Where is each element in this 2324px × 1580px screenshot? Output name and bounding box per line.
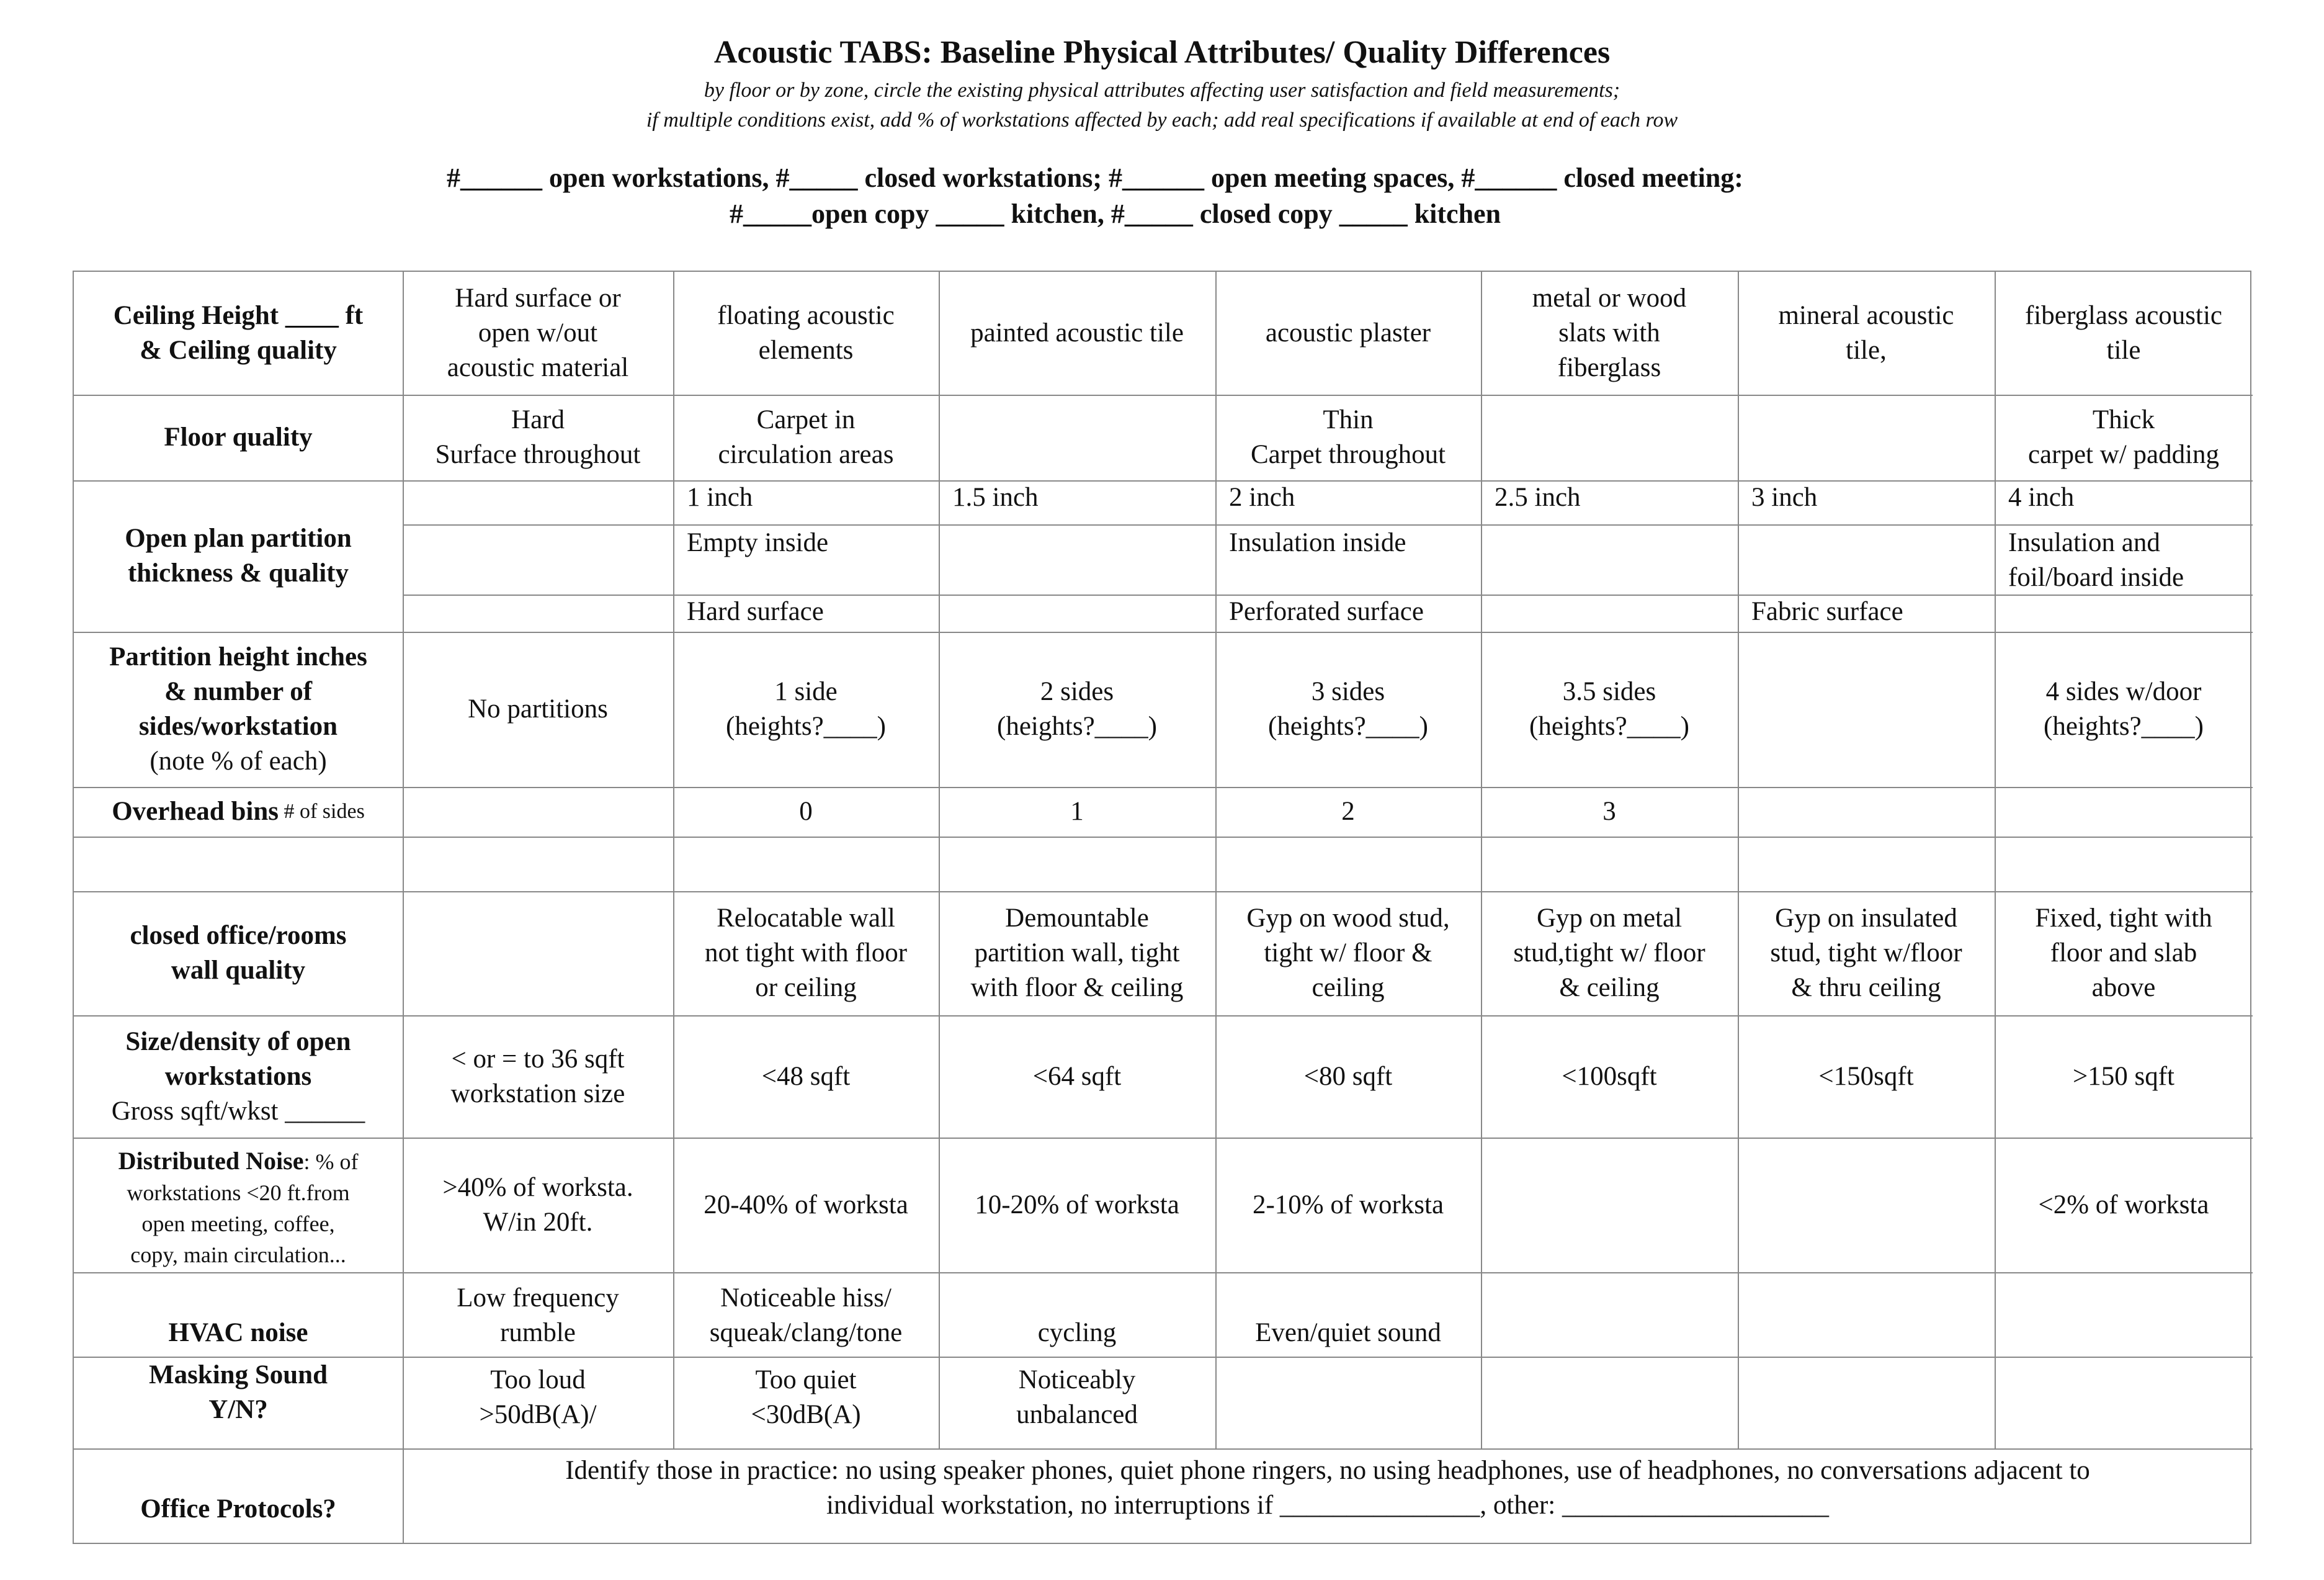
- ceiling-option-1: Hard surface or open w/out acoustic material: [447, 284, 629, 382]
- partition-height-option-6: [1738, 632, 1995, 787]
- row-label-overhead-bins-main: Overhead bins: [112, 797, 279, 826]
- attributes-table: [73, 271, 2251, 1544]
- partition-height-option-1: No partitions: [468, 694, 608, 724]
- ceiling-option-4: acoustic plaster: [1265, 318, 1431, 348]
- space-counts-line-2: #_____open copy _____ kitchen, #_____ closed copy _____ kitchen: [730, 199, 1501, 229]
- wall-quality-option-6: Gyp on insulated stud, tight w/floor & thru ceiling: [1770, 904, 1962, 1002]
- partition-surface-option-4: Perforated surface: [1229, 597, 1424, 626]
- masking-option-6: [1738, 1357, 1995, 1448]
- ceiling-option-3: painted acoustic tile: [970, 318, 1184, 348]
- masking-option-1: Too loud >50dB(A)/: [479, 1365, 597, 1429]
- ceiling-option-6: mineral acoustic tile,: [1778, 301, 1954, 365]
- overhead-bins-option-4: 2: [1341, 797, 1355, 826]
- row-label-partition: Open plan partition thickness & quality: [125, 524, 352, 588]
- partition-inside-option-7: Insulation and foil/board inside: [2008, 528, 2184, 592]
- partition-thickness-option-4: 2 inch: [1229, 483, 1295, 512]
- row-label-protocols: Office Protocols?: [140, 1494, 336, 1524]
- partition-height-option-4: 3 sides (heights?____): [1268, 677, 1428, 741]
- partition-inside-option-2: Empty inside: [687, 528, 829, 557]
- floor-option-1: Hard Surface throughout: [435, 405, 641, 469]
- overhead-bins-option-2: 0: [799, 797, 813, 826]
- hvac-option-7: [1995, 1272, 2253, 1357]
- partition-surface-option-7: [1995, 595, 2253, 632]
- instructions-line-1: by floor or by zone, circle the existing physical attributes affecting user satisfaction and field measurements;: [704, 79, 1620, 102]
- partition-thickness-option-3: 1.5 inch: [952, 483, 1039, 512]
- partition-height-option-3: 2 sides (heights?____): [997, 677, 1157, 741]
- ceiling-option-2: floating acoustic elements: [717, 301, 895, 365]
- row-label-floor: Floor quality: [164, 423, 313, 452]
- partition-thickness-option-1: [403, 480, 673, 524]
- masking-option-3: Noticeably unbalanced: [1016, 1365, 1138, 1429]
- wall-quality-option-7: Fixed, tight with floor and slab above: [2035, 904, 2212, 1002]
- partition-surface-option-1: [403, 595, 673, 632]
- row-label-partition-height-note: (note % of each): [150, 747, 327, 776]
- partition-height-option-5: 3.5 sides (heights?____): [1529, 677, 1689, 741]
- row-label-density: [74, 1015, 403, 1138]
- row-label-density-note: Gross sqft/wkst ______: [111, 1096, 365, 1126]
- row-label-distributed-noise: [74, 1138, 403, 1272]
- overhead-bins-option-3: 1: [1070, 797, 1084, 826]
- distributed-noise-option-2: 20-40% of worksta: [704, 1190, 908, 1219]
- row-label-overhead-bins: [74, 787, 403, 837]
- wall-quality-option-5: Gyp on metal stud,tight w/ floor & ceiling: [1513, 904, 1705, 1002]
- partition-surface-option-6: Fabric surface: [1751, 597, 1903, 626]
- row-label-density-main: Size/density of open workstations: [125, 1026, 351, 1091]
- density-option-4: <80 sqft: [1303, 1061, 1393, 1091]
- partition-inside-option-1: [403, 524, 673, 595]
- partition-height-option-2: 1 side (heights?____): [726, 677, 886, 741]
- overhead-bins-option-7: [1995, 787, 2253, 837]
- partition-height-option-7: 4 sides w/door (heights?____): [2044, 677, 2204, 741]
- floor-option-5: [1481, 395, 1738, 480]
- floor-option-6: [1738, 395, 1995, 480]
- row-label-distributed-noise-note: : % of workstations <20 ft.from open meeting, coffee, copy, main circulation...: [127, 1149, 359, 1267]
- density-option-1: < or = to 36 sqft workstation size: [450, 1044, 625, 1108]
- masking-option-4: [1215, 1357, 1481, 1448]
- hvac-option-4: Even/quiet sound: [1255, 1318, 1441, 1347]
- partition-surface-option-2: Hard surface: [687, 597, 824, 626]
- masking-option-5: [1481, 1357, 1738, 1448]
- row-label-distributed-noise-main: Distributed Noise: [118, 1147, 304, 1175]
- density-option-7: >150 sqft: [2072, 1061, 2174, 1091]
- density-option-6: <150sqft: [1818, 1061, 1914, 1091]
- hvac-option-2: Noticeable hiss/ squeak/clang/tone: [709, 1283, 903, 1347]
- partition-thickness-option-7: 4 inch: [2008, 483, 2075, 512]
- density-option-5: <100sqft: [1562, 1061, 1657, 1091]
- density-option-3: <64 sqft: [1032, 1061, 1122, 1091]
- floor-option-3: [939, 395, 1215, 480]
- page-title: Acoustic TABS: Baseline Physical Attributes/ Quality Differences: [713, 35, 1611, 70]
- partition-inside-option-5: [1481, 524, 1738, 595]
- overhead-bins-option-5: 3: [1602, 797, 1616, 826]
- row-label-walls: closed office/rooms wall quality: [130, 921, 347, 985]
- partition-thickness-option-5: 2.5 inch: [1495, 483, 1581, 512]
- masking-option-7: [1995, 1357, 2253, 1448]
- row-label-masking: Masking Sound Y/N?: [148, 1360, 328, 1424]
- partition-inside-option-6: [1738, 524, 1995, 595]
- distributed-noise-option-4: 2-10% of worksta: [1252, 1190, 1444, 1219]
- row-label-partition-height-main: Partition height inches & number of sides/workstation: [109, 642, 367, 741]
- wall-quality-option-1: [403, 891, 673, 1015]
- floor-option-2: Carpet in circulation areas: [718, 405, 894, 469]
- distributed-noise-option-7: <2% of worksta: [2038, 1190, 2209, 1219]
- space-counts-line-1: #______ open workstations, #_____ closed workstations; #______ open meeting spaces, #______ closed meeting:: [447, 163, 1743, 193]
- ceiling-option-5: metal or wood slats with fiberglass: [1532, 284, 1687, 382]
- distributed-noise-option-1: >40% of worksta. W/in 20ft.: [442, 1172, 633, 1237]
- partition-thickness-option-2: 1 inch: [687, 483, 753, 512]
- partition-thickness-option-6: 3 inch: [1751, 483, 1818, 512]
- partition-surface-option-3: [939, 595, 1215, 632]
- instructions-line-2: if multiple conditions exist, add % of workstations affected by each; add real specifications if available at end of each row: [646, 109, 1678, 132]
- overhead-bins-option-6: [1738, 787, 1995, 837]
- masking-option-2: Too quiet <30dB(A): [751, 1365, 861, 1429]
- floor-option-7: Thick carpet w/ padding: [2027, 405, 2220, 469]
- overhead-bins-option-1: [403, 787, 673, 837]
- row-label-hvac: HVAC noise: [168, 1318, 308, 1347]
- partition-surface-option-5: [1481, 595, 1738, 632]
- hvac-option-3: cycling: [1037, 1318, 1117, 1347]
- ceiling-option-7: fiberglass acoustic tile: [2024, 301, 2223, 365]
- hvac-option-5: [1481, 1272, 1738, 1357]
- hvac-option-6: [1738, 1272, 1995, 1357]
- row-label-ceiling: Ceiling Height ____ ft & Ceiling quality: [113, 301, 364, 365]
- wall-quality-option-3: Demountable partition wall, tight with floor & ceiling: [970, 904, 1184, 1002]
- partition-inside-option-3: [939, 524, 1215, 595]
- density-option-2: <48 sqft: [761, 1061, 851, 1091]
- wall-quality-option-2: Relocatable wall not tight with floor or ceiling: [704, 904, 908, 1002]
- distributed-noise-option-5: [1481, 1138, 1738, 1272]
- floor-option-4: Thin Carpet throughout: [1250, 405, 1446, 469]
- distributed-noise-option-3: 10-20% of worksta: [975, 1190, 1179, 1219]
- row-label-partition-height: [74, 632, 403, 787]
- partition-inside-option-4: Insulation inside: [1229, 528, 1406, 557]
- protocols-text: Identify those in practice: no using speaker phones, quiet phone ringers, no using headphones, use of headphones, no conversations adjacent to individual workstation, no interruptions if _______________, other: ____________________: [565, 1456, 2090, 1520]
- hvac-option-1: Low frequency rumble: [457, 1283, 619, 1347]
- wall-quality-option-4: Gyp on wood stud, tight w/ floor & ceiling: [1246, 904, 1450, 1002]
- distributed-noise-option-6: [1738, 1138, 1995, 1272]
- row-label-overhead-bins-note: # of sides: [278, 800, 365, 823]
